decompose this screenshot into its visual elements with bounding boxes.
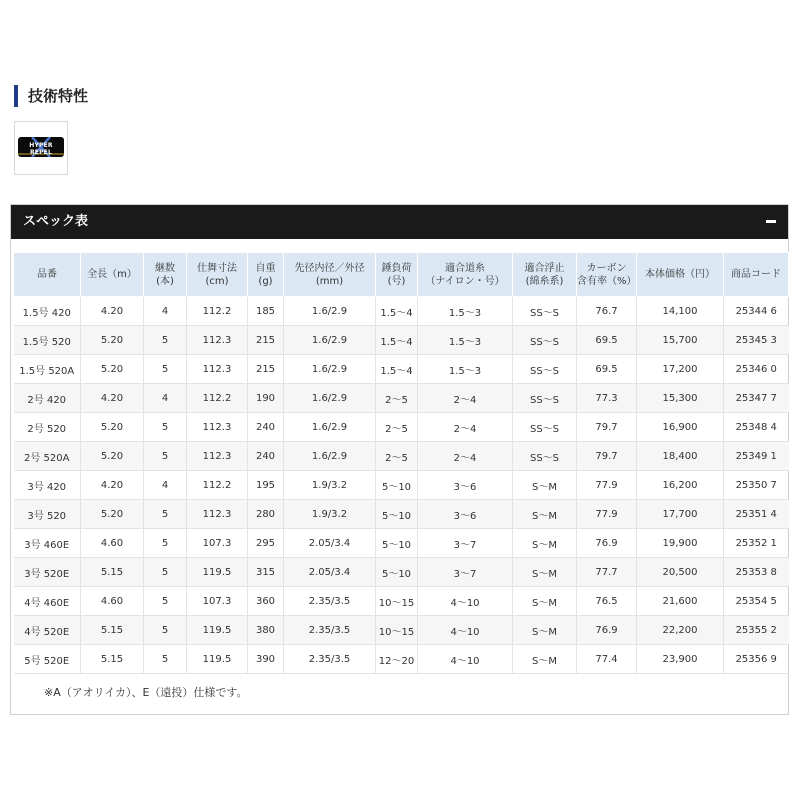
table-cell: 1.9/3.2: [284, 500, 376, 529]
table-cell: 1.6/2.9: [284, 384, 376, 413]
table-cell: 4.60: [81, 529, 144, 558]
table-cell: SS～S: [513, 326, 577, 355]
table-cell: 112.3: [187, 326, 248, 355]
table-cell: SS～S: [513, 297, 577, 326]
table-cell: 3～6: [418, 500, 513, 529]
table-cell: S～M: [513, 645, 577, 674]
table-cell: 76.5: [577, 587, 637, 616]
table-cell: 76.9: [577, 529, 637, 558]
table-cell: 1.6/2.9: [284, 442, 376, 471]
table-cell: 112.2: [187, 471, 248, 500]
table-cell: SS～S: [513, 355, 577, 384]
table-cell: 25348 4: [724, 413, 789, 442]
table-cell: 25347 7: [724, 384, 789, 413]
table-cell: 5: [144, 558, 187, 587]
table-row: [14, 558, 789, 587]
column-header: 錘負荷 (号): [376, 253, 418, 297]
table-cell: 3号 520E: [14, 558, 81, 587]
table-row: [14, 616, 789, 645]
table-row: [14, 442, 789, 471]
table-cell: 112.3: [187, 413, 248, 442]
table-cell: 2.35/3.5: [284, 645, 376, 674]
table-cell: 5～10: [376, 558, 418, 587]
table-cell: 3～7: [418, 529, 513, 558]
table-cell: 25352 1: [724, 529, 789, 558]
table-cell: 22,200: [637, 616, 724, 645]
table-cell: 25344 6: [724, 297, 789, 326]
table-cell: 360: [248, 587, 284, 616]
table-cell: 2～4: [418, 442, 513, 471]
table-cell: 76.9: [577, 616, 637, 645]
table-cell: 5.15: [81, 645, 144, 674]
table-cell: 5.15: [81, 616, 144, 645]
table-cell: 5.20: [81, 326, 144, 355]
table-cell: 5～10: [376, 529, 418, 558]
table-cell: 4.60: [81, 587, 144, 616]
table-cell: 5.20: [81, 500, 144, 529]
table-cell: 112.3: [187, 442, 248, 471]
table-cell: S～M: [513, 558, 577, 587]
table-cell: 17,700: [637, 500, 724, 529]
table-cell: 77.9: [577, 500, 637, 529]
table-cell: 195: [248, 471, 284, 500]
technology-badge: [14, 121, 68, 175]
table-cell: 5: [144, 500, 187, 529]
table-cell: 5: [144, 326, 187, 355]
table-cell: 17,200: [637, 355, 724, 384]
table-cell: 18,400: [637, 442, 724, 471]
table-cell: 5: [144, 442, 187, 471]
table-cell: 5: [144, 529, 187, 558]
column-header: カーボン 含有率（%）: [577, 253, 637, 297]
hyper-repel-logo: [18, 137, 64, 157]
table-row: [14, 500, 789, 529]
table-cell: 1.5～3: [418, 355, 513, 384]
table-cell: 1.5号 420: [14, 297, 81, 326]
table-row: [14, 587, 789, 616]
table-cell: 5.20: [81, 442, 144, 471]
table-cell: 240: [248, 413, 284, 442]
table-cell: 5.20: [81, 355, 144, 384]
table-row: [14, 529, 789, 558]
table-cell: 2～5: [376, 442, 418, 471]
table-cell: 295: [248, 529, 284, 558]
table-cell: 315: [248, 558, 284, 587]
table-cell: 77.4: [577, 645, 637, 674]
table-cell: 5: [144, 616, 187, 645]
table-cell: 3号 520: [14, 500, 81, 529]
table-cell: 1.5号 520A: [14, 355, 81, 384]
column-header: 先径内径／外径 (mm): [284, 253, 376, 297]
table-row: [14, 355, 789, 384]
table-cell: 21,600: [637, 587, 724, 616]
column-header: 継数 (本): [144, 253, 187, 297]
table-cell: 14,100: [637, 297, 724, 326]
table-row: [14, 471, 789, 500]
table-cell: 5: [144, 587, 187, 616]
table-cell: 240: [248, 442, 284, 471]
table-cell: 1.5号 520: [14, 326, 81, 355]
table-row: [14, 326, 789, 355]
table-cell: 2～4: [418, 384, 513, 413]
table-cell: 390: [248, 645, 284, 674]
table-cell: 5: [144, 645, 187, 674]
table-cell: 10～15: [376, 616, 418, 645]
column-header: 品番: [14, 253, 81, 297]
table-cell: 19,900: [637, 529, 724, 558]
table-cell: 25351 4: [724, 500, 789, 529]
table-cell: 25349 1: [724, 442, 789, 471]
table-cell: 5: [144, 355, 187, 384]
table-cell: 1.5～4: [376, 297, 418, 326]
table-cell: 112.2: [187, 384, 248, 413]
table-cell: 25345 3: [724, 326, 789, 355]
table-cell: 2.05/3.4: [284, 558, 376, 587]
table-cell: 2号 520A: [14, 442, 81, 471]
table-cell: 77.9: [577, 471, 637, 500]
table-cell: SS～S: [513, 442, 577, 471]
table-cell: 79.7: [577, 413, 637, 442]
table-cell: 4.20: [81, 471, 144, 500]
table-cell: 107.3: [187, 587, 248, 616]
table-cell: 4.20: [81, 297, 144, 326]
column-header: 自重 (g): [248, 253, 284, 297]
table-cell: 4: [144, 384, 187, 413]
table-cell: 77.3: [577, 384, 637, 413]
table-cell: 1.5～4: [376, 326, 418, 355]
table-cell: 1.6/2.9: [284, 326, 376, 355]
table-cell: 25353 8: [724, 558, 789, 587]
table-cell: 4～10: [418, 645, 513, 674]
table-cell: 1.6/2.9: [284, 297, 376, 326]
table-cell: 112.2: [187, 297, 248, 326]
table-cell: 3号 420: [14, 471, 81, 500]
table-cell: 5.20: [81, 413, 144, 442]
table-cell: 69.5: [577, 326, 637, 355]
table-cell: 185: [248, 297, 284, 326]
table-cell: 3～6: [418, 471, 513, 500]
column-header: 仕舞寸法 (cm): [187, 253, 248, 297]
table-cell: 1.5～3: [418, 326, 513, 355]
table-cell: 2～4: [418, 413, 513, 442]
column-header: 適合浮止 (綿糸系): [513, 253, 577, 297]
table-cell: 119.5: [187, 645, 248, 674]
table-cell: 2号 420: [14, 384, 81, 413]
table-cell: 5.15: [81, 558, 144, 587]
table-cell: 4号 460E: [14, 587, 81, 616]
table-cell: 16,900: [637, 413, 724, 442]
table-cell: 79.7: [577, 442, 637, 471]
section-heading: [14, 85, 88, 107]
table-cell: 119.5: [187, 616, 248, 645]
table-cell: 380: [248, 616, 284, 645]
spec-panel-title: スペック表: [23, 214, 89, 229]
table-cell: 4号 520E: [14, 616, 81, 645]
table-cell: S～M: [513, 587, 577, 616]
table-cell: 12～20: [376, 645, 418, 674]
table-cell: 15,700: [637, 326, 724, 355]
table-cell: 1.5～4: [376, 355, 418, 384]
table-cell: 4～10: [418, 616, 513, 645]
table-cell: 5～10: [376, 500, 418, 529]
table-cell: 25355 2: [724, 616, 789, 645]
table-cell: 20,500: [637, 558, 724, 587]
table-cell: 215: [248, 355, 284, 384]
table-body: [14, 297, 789, 674]
table-cell: 215: [248, 326, 284, 355]
table-cell: 4.20: [81, 384, 144, 413]
table-row: [14, 645, 789, 674]
badge-text: HYPER REPEL: [29, 142, 53, 156]
table-cell: 1.5～3: [418, 297, 513, 326]
table-cell: 25356 9: [724, 645, 789, 674]
table-cell: 112.3: [187, 355, 248, 384]
table-cell: 2.35/3.5: [284, 587, 376, 616]
table-cell: 112.3: [187, 500, 248, 529]
table-cell: 4: [144, 471, 187, 500]
column-header: 商品コード: [724, 253, 789, 297]
table-cell: 25350 7: [724, 471, 789, 500]
table-cell: 1.6/2.9: [284, 355, 376, 384]
table-cell: 25346 0: [724, 355, 789, 384]
table-cell: 16,200: [637, 471, 724, 500]
table-cell: 77.7: [577, 558, 637, 587]
column-header: 適合道糸 （ナイロン・号）: [418, 253, 513, 297]
table-cell: 10～15: [376, 587, 418, 616]
table-cell: 15,300: [637, 384, 724, 413]
column-header: 全長（m）: [81, 253, 144, 297]
table-cell: 119.5: [187, 558, 248, 587]
table-row: [14, 297, 789, 326]
table-cell: S～M: [513, 471, 577, 500]
table-cell: 25354 5: [724, 587, 789, 616]
table-cell: S～M: [513, 616, 577, 645]
table-cell: SS～S: [513, 413, 577, 442]
table-cell: 107.3: [187, 529, 248, 558]
table-row: [14, 384, 789, 413]
table-cell: 23,900: [637, 645, 724, 674]
spec-table: [13, 252, 789, 674]
table-cell: S～M: [513, 529, 577, 558]
table-cell: 3号 460E: [14, 529, 81, 558]
table-cell: S～M: [513, 500, 577, 529]
column-header: 本体価格（円）: [637, 253, 724, 297]
table-cell: 2.05/3.4: [284, 529, 376, 558]
table-cell: 1.9/3.2: [284, 471, 376, 500]
minus-icon[interactable]: [766, 220, 776, 223]
table-cell: 2～5: [376, 413, 418, 442]
table-cell: 5号 520E: [14, 645, 81, 674]
table-cell: 2.35/3.5: [284, 616, 376, 645]
table-cell: 280: [248, 500, 284, 529]
table-cell: 4: [144, 297, 187, 326]
table-cell: 3～7: [418, 558, 513, 587]
table-cell: 76.7: [577, 297, 637, 326]
table-cell: 69.5: [577, 355, 637, 384]
table-cell: 2号 520: [14, 413, 81, 442]
table-cell: 4～10: [418, 587, 513, 616]
spec-panel: [10, 204, 789, 715]
table-header-row: [14, 253, 789, 297]
section-title: 技術特性: [28, 87, 89, 105]
table-cell: 190: [248, 384, 284, 413]
table-cell: 5～10: [376, 471, 418, 500]
spec-panel-header[interactable]: [11, 205, 788, 239]
table-cell: 5: [144, 413, 187, 442]
spec-note: ※A（アオリイカ）、E（遠投）仕様です。: [44, 686, 248, 699]
table-cell: 1.6/2.9: [284, 413, 376, 442]
table-cell: SS～S: [513, 384, 577, 413]
table-cell: 2～5: [376, 384, 418, 413]
table-row: [14, 413, 789, 442]
